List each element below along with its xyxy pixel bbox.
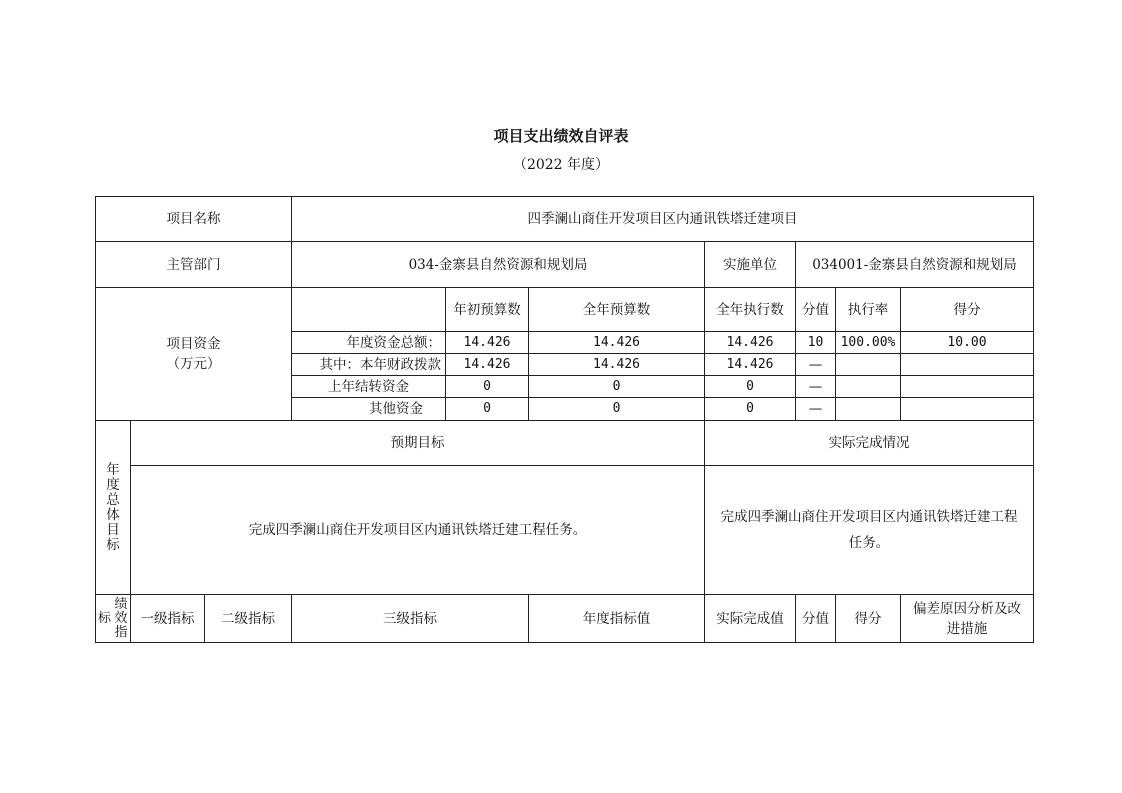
funds-cell-score: 10.00 (900, 331, 1034, 354)
funds-cell-annual: 0 (528, 397, 705, 421)
funds-row-label: 上年结转资金 (291, 375, 446, 398)
funds-cell-executed: 0 (704, 397, 796, 421)
indicators-header-score-value: 分值 (795, 594, 836, 643)
indicators-header-score: 得分 (835, 594, 901, 643)
dept-value: 034-金寨县自然资源和规划局 (291, 241, 705, 288)
funds-cell-executed: 14.426 (704, 331, 796, 354)
funds-row-label: 年度资金总额： (291, 331, 446, 354)
funds-cell-score-value: 10 (795, 331, 836, 354)
goals-actual-text: 完成四季澜山商住开发项目区内通讯铁塔迁建工程任务。 (704, 465, 1034, 595)
funds-cell-initial: 14.426 (445, 353, 529, 376)
funds-header-rate: 执行率 (835, 287, 901, 332)
indicators-header-actual: 实际完成值 (704, 594, 796, 643)
goals-expected-header: 预期目标 (130, 420, 705, 466)
unit-value: 034001-金寨县自然资源和规划局 (795, 241, 1034, 288)
unit-label: 实施单位 (704, 241, 796, 288)
project-name-label: 项目名称 (95, 196, 292, 242)
funds-row-label: 其他资金 (291, 397, 446, 421)
funds-header-annual: 全年预算数 (528, 287, 705, 332)
funds-cell-score (900, 375, 1034, 398)
funds-cell-annual: 14.426 (528, 353, 705, 376)
dept-label: 主管部门 (95, 241, 292, 288)
funds-header-score-value: 分值 (795, 287, 836, 332)
funds-cell-score (900, 353, 1034, 376)
funds-header-score: 得分 (900, 287, 1034, 332)
funds-cell-rate (835, 397, 901, 421)
funds-cell-rate (835, 375, 901, 398)
funds-label: 项目资金 （万元） (95, 287, 292, 421)
indicators-header-target: 年度指标值 (528, 594, 705, 643)
project-name-value: 四季澜山商住开发项目区内通讯铁塔迁建项目 (291, 196, 1034, 242)
indicators-header-deviation: 偏差原因分析及改进措施 (900, 594, 1034, 643)
funds-header-executed: 全年执行数 (704, 287, 796, 332)
funds-cell-score-value: — (795, 397, 836, 421)
funds-cell-rate: 100.00% (835, 331, 901, 354)
funds-cell-score-value: — (795, 375, 836, 398)
funds-cell-annual: 14.426 (528, 331, 705, 354)
goals-expected-text: 完成四季澜山商住开发项目区内通讯铁塔迁建工程任务。 (130, 465, 705, 595)
funds-cell-executed: 14.426 (704, 353, 796, 376)
funds-cell-score (900, 397, 1034, 421)
funds-row-label: 其中：本年财政拨款 (291, 353, 446, 376)
indicators-header-level1: 一级指标 (130, 594, 205, 643)
funds-cell-initial: 0 (445, 397, 529, 421)
evaluation-table (95, 196, 1034, 643)
funds-cell-annual: 0 (528, 375, 705, 398)
page-subtitle: （2022 年度） (512, 157, 610, 173)
funds-cell-score-value: — (795, 353, 836, 376)
indicators-header-level3: 三级指标 (291, 594, 529, 643)
indicators-side-label: 标 绩效指 (95, 594, 131, 643)
funds-cell-rate (835, 353, 901, 376)
funds-cell-initial: 14.426 (445, 331, 529, 354)
indicators-header-level2: 二级指标 (204, 594, 292, 643)
goals-side-label: 年度总体目标 (95, 420, 131, 595)
funds-cell-executed: 0 (704, 375, 796, 398)
funds-header-initial: 年初预算数 (445, 287, 529, 332)
goals-actual-header: 实际完成情况 (704, 420, 1034, 466)
funds-header-blank (291, 287, 446, 332)
funds-cell-initial: 0 (445, 375, 529, 398)
page-title: 项目支出绩效自评表 (493, 127, 629, 145)
